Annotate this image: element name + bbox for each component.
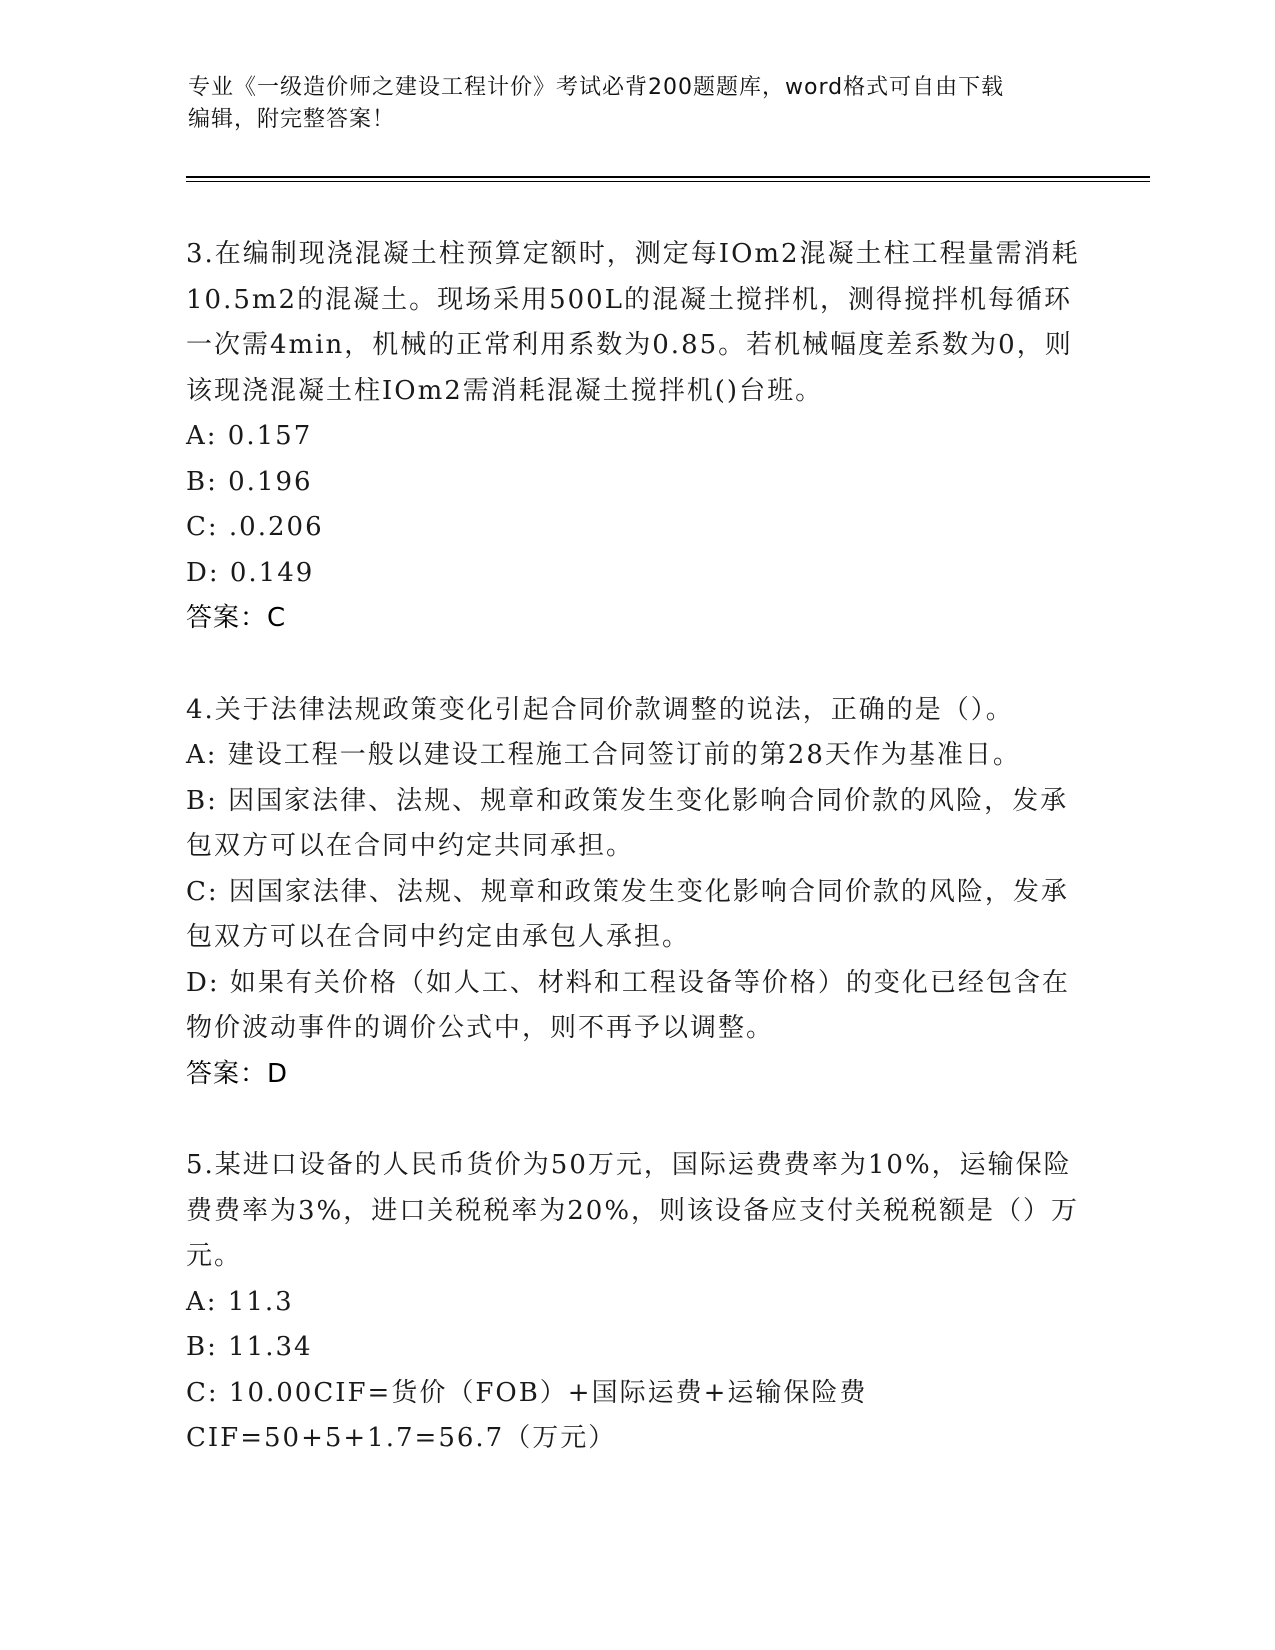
header-line-1: 专业《一级造价师之建设工程计价》考试必背200题题库，word格式可自由下载 [188, 75, 1005, 100]
document-header [188, 72, 1088, 136]
question-stem: 4.关于法律法规政策变化引起合同价款调整的说法，正确的是（）。 [186, 694, 1014, 725]
option-c: C: 10.00CIF=货价（FOB）+国际运费+运输保险费CIF=50+5+1.7=56.7（万元） [186, 1377, 868, 1453]
header-rule-thick [186, 176, 1150, 178]
question-list [186, 232, 1086, 1462]
option-d: D: 0.149 [186, 557, 315, 588]
header-rule-thin [186, 181, 1150, 182]
question-4 [186, 688, 1086, 1098]
option-c: C: 因国家法律、法规、规章和政策发生变化影响合同价款的风险，发承包双方可以在合同中约定由承包人承担。 [186, 876, 1069, 952]
question-stem: 5.某进口设备的人民币货价为50万元，国际运费费率为10%，运输保险费费率为3%，进口关税税率为20%，则该设备应支付关税税额是（）万元。 [186, 1150, 1080, 1271]
answer-line: 答案：C [186, 603, 287, 633]
question-5 [186, 1143, 1086, 1462]
answer-line: 答案：D [186, 1058, 289, 1089]
option-b: B: 11.34 [186, 1332, 313, 1362]
option-c: C: .0.206 [186, 512, 324, 542]
option-a: A: 建设工程一般以建设工程施工合同签订前的第28天作为基准日。 [186, 740, 1021, 770]
question-stem: 3.在编制现浇混凝土柱预算定额时，测定每IOm2混凝土柱工程量需消耗10.5m2的混凝土。现场采用500L的混凝土搅拌机，测得搅拌机每循环一次需4min，机械的正常利用系数为0.85。若机械幅度差系数为0，则该现浇混凝土柱IOm2需消耗混凝土搅拌机()台班。 [186, 239, 1080, 406]
header-line-2: 编辑，附完整答案！ [188, 107, 396, 132]
question-3 [186, 232, 1086, 642]
option-a: A: 0.157 [186, 421, 313, 451]
option-d: D: 如果有关价格（如人工、材料和工程设备等价格）的变化已经包含在物价波动事件的调价公式中，则不再予以调整。 [186, 967, 1070, 1043]
option-a: A: 11.3 [186, 1286, 294, 1317]
option-b: B: 因国家法律、法规、规章和政策发生变化影响合同价款的风险，发承包双方可以在合同中约定共同承担。 [186, 785, 1069, 861]
option-b: B: 0.196 [186, 466, 313, 497]
